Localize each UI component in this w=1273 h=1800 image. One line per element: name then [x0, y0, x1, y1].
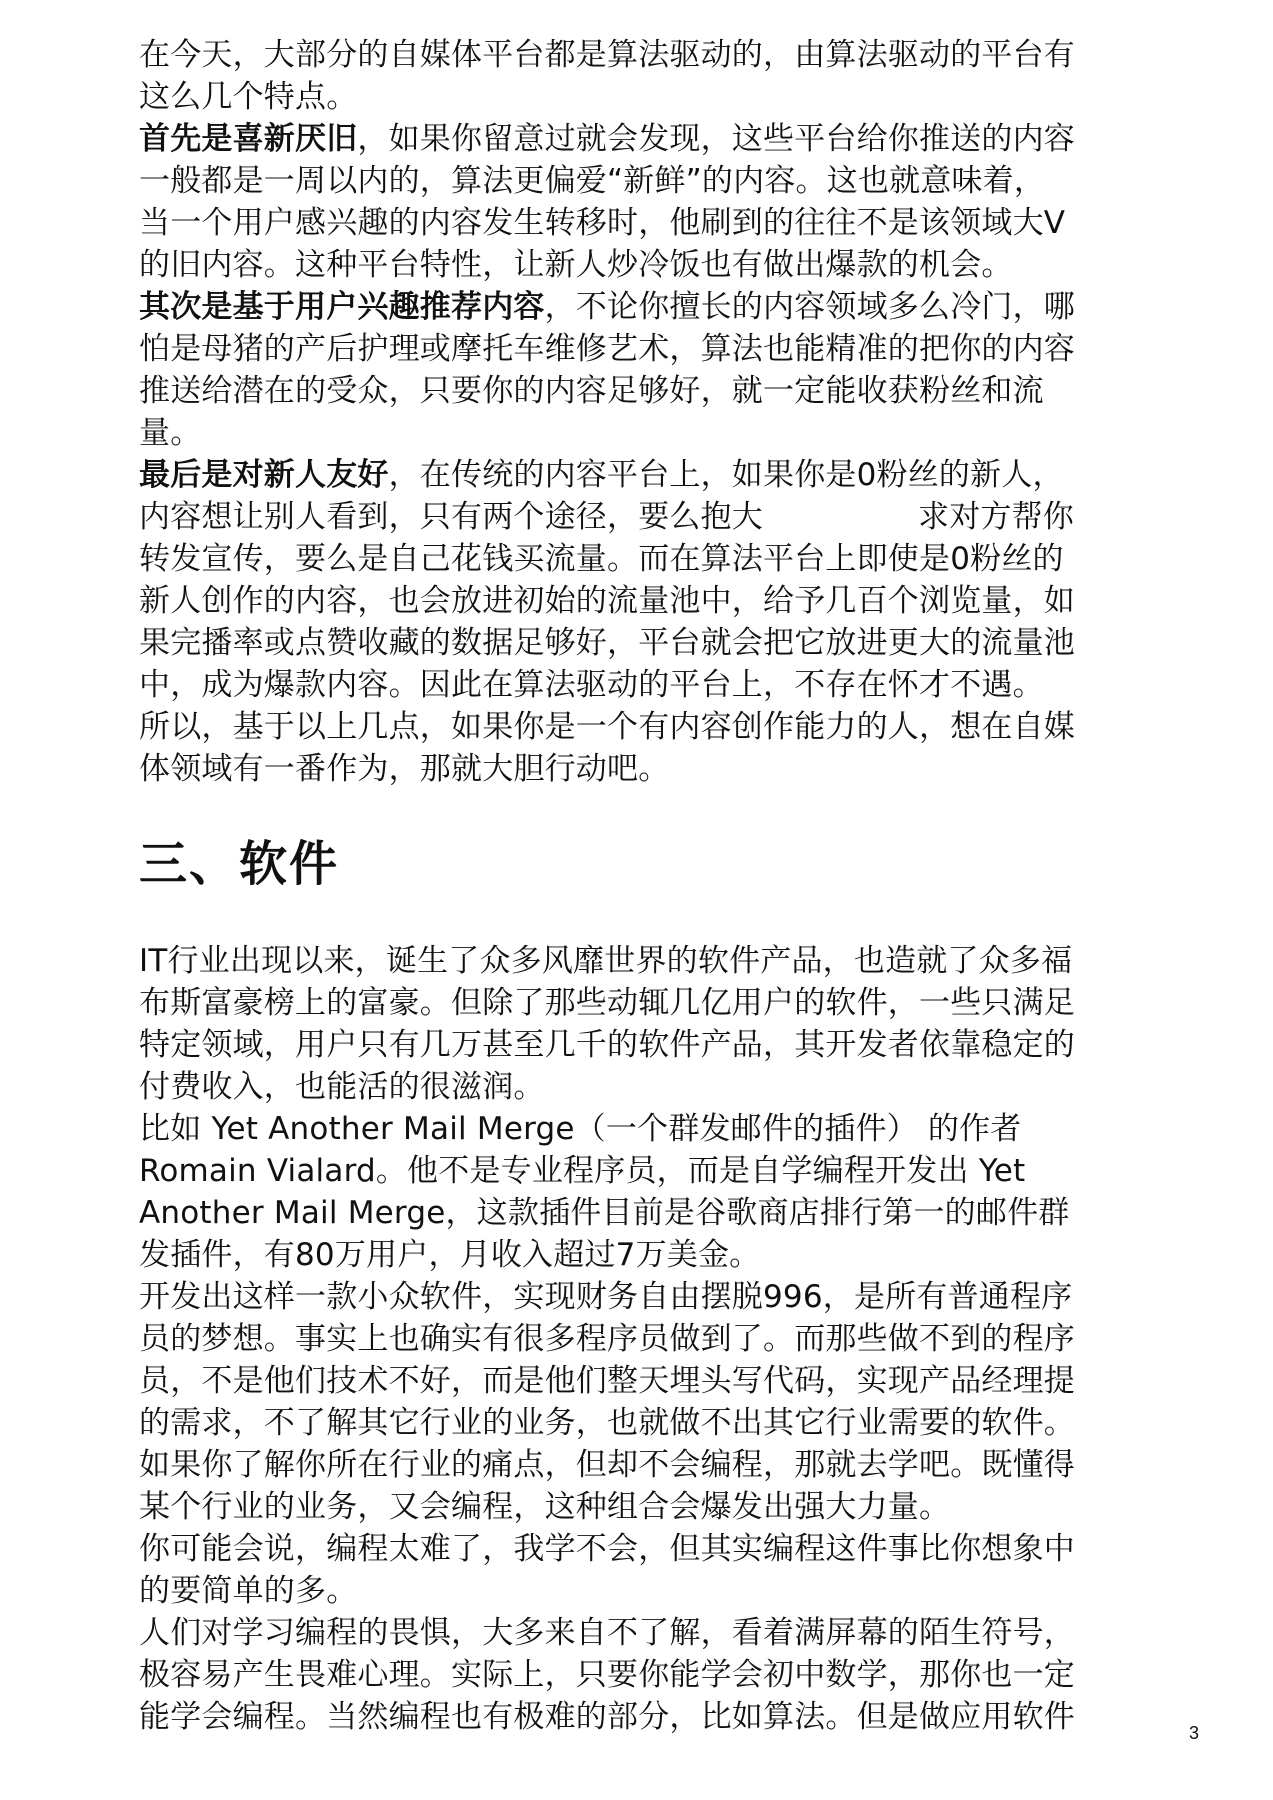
text-line: 果完播率或点赞收藏的数据足够好，平台就会把它放进更大的流量池 — [139, 625, 1075, 661]
text-line: 的需求，不了解其它行业的业务，也就做不出其它行业需要的软件。 — [139, 1405, 1075, 1441]
text-run: 内容想让别人看到，只有两个途径，要么抱大 — [139, 499, 763, 535]
text-line: Another Mail Merge，这款插件目前是谷歌商店排行第一的邮件群 — [139, 1195, 1070, 1231]
text-line: 付费收入，也能活的很滋润。 — [139, 1069, 545, 1105]
text-line: 比如 Yet Another Mail Merge（一个群发邮件的插件） 的作者 — [139, 1111, 1022, 1147]
section-heading-software: 三、软件 — [139, 836, 340, 892]
paragraph-too-hard — [139, 1528, 1129, 1612]
text-line: IT行业出现以来，诞生了众多风靡世界的软件产品，也造就了众多福 — [139, 943, 1073, 979]
paragraph-platform-intro — [139, 34, 1129, 118]
text-run: ，如果你留意过就会发现，这些平台给你推送的内容 — [357, 121, 1076, 157]
text-line: 转发宣传，要么是自己花钱买流量。而在算法平台上即使是0粉丝的 — [139, 541, 1064, 577]
text-line: Romain Vialard。他不是专业程序员，而是自学编程开发出 Yet — [139, 1153, 1026, 1189]
text-line: 量。 — [139, 415, 202, 451]
text-line: 特定领域，用户只有几万甚至几千的软件产品，其开发者依靠稳定的 — [139, 1027, 1075, 1063]
text-line: 这么几个特点。 — [139, 79, 358, 115]
document-page — [139, 34, 1129, 1738]
text-line: 的要简单的多。 — [139, 1573, 358, 1609]
paragraph-second-point — [139, 286, 1129, 454]
text-line: 布斯富豪榜上的富豪。但除了那些动辄几亿用户的软件，一些只满足 — [139, 985, 1075, 1021]
text-line — [139, 454, 1129, 496]
text-line — [139, 496, 1129, 538]
paragraph-programmer-dream — [139, 1276, 1129, 1444]
text-line: 当一个用户感兴趣的内容发生转移时，他刷到的往往不是该领域大V — [139, 205, 1066, 241]
bold-lead: 首先是喜新厌旧 — [139, 121, 358, 157]
text-line: 某个行业的业务，又会编程，这种组合会爆发出强大力量。 — [139, 1489, 951, 1525]
text-line: 如果你了解你所在行业的痛点，但却不会编程，那就去学吧。既懂得 — [139, 1447, 1075, 1483]
text-line: 人们对学习编程的畏惧，大多来自不了解，看着满屏幕的陌生符号， — [139, 1615, 1075, 1651]
redaction-mask — [763, 496, 918, 538]
text-line: 一般都是一周以内的，算法更偏爱“新鲜”的内容。这也就意味着， — [139, 163, 1046, 199]
text-line — [139, 118, 1129, 160]
paragraph-fear-of-programming — [139, 1612, 1129, 1738]
text-line: 怕是母猪的产后护理或摩托车维修艺术，算法也能精准的把你的内容 — [139, 331, 1075, 367]
paragraph-first-point — [139, 118, 1129, 286]
text-line: 员，不是他们技术不好，而是他们整天埋头写代码，实现产品经理提 — [139, 1363, 1075, 1399]
text-line: 所以，基于以上几点，如果你是一个有内容创作能力的人，想在自媒 — [139, 709, 1075, 745]
text-line: 新人创作的内容，也会放进初始的流量池中，给予几百个浏览量，如 — [139, 583, 1075, 619]
text-line: 在今天，大部分的自媒体平台都是算法驱动的，由算法驱动的平台有 — [139, 37, 1075, 73]
paragraph-software-intro — [139, 940, 1129, 1108]
text-run: ，在传统的内容平台上，如果你是0粉丝的新人， — [388, 457, 1064, 493]
text-line: 推送给潜在的受众，只要你的内容足够好，就一定能收获粉丝和流 — [139, 373, 1044, 409]
text-line: 体领域有一番作为，那就大胆行动吧。 — [139, 751, 670, 787]
page-number: 3 — [1188, 1723, 1199, 1743]
text-line: 能学会编程。当然编程也有极难的部分，比如算法。但是做应用软件 — [139, 1699, 1075, 1735]
text-line: 的旧内容。这种平台特性，让新人炒冷饭也有做出爆款的机会。 — [139, 247, 1013, 283]
text-line: 你可能会说，编程太难了，我学不会，但其实编程这件事比你想象中 — [139, 1531, 1075, 1567]
text-run: 求对方帮你 — [918, 499, 1074, 535]
text-line: 开发出这样一款小众软件，实现财务自由摆脱996，是所有普通程序 — [139, 1279, 1073, 1315]
text-line: 发插件，有80万用户，月收入超过7万美金。 — [139, 1237, 761, 1273]
paragraph-third-point — [139, 454, 1129, 706]
paragraph-learn-programming — [139, 1444, 1129, 1528]
text-line — [139, 286, 1129, 328]
paragraph-conclusion — [139, 706, 1129, 790]
text-line: 极容易产生畏难心理。实际上，只要你能学会初中数学，那你也一定 — [139, 1657, 1075, 1693]
paragraph-mail-merge-example — [139, 1108, 1129, 1276]
text-line: 中，成为爆款内容。因此在算法驱动的平台上，不存在怀才不遇。 — [139, 667, 1044, 703]
bold-lead: 最后是对新人友好 — [139, 457, 389, 493]
bold-lead: 其次是基于用户兴趣推荐内容 — [139, 289, 545, 325]
text-run: ，不论你擅长的内容领域多么冷门，哪 — [544, 289, 1076, 325]
text-line: 员的梦想。事实上也确实有很多程序员做到了。而那些做不到的程序 — [139, 1321, 1075, 1357]
